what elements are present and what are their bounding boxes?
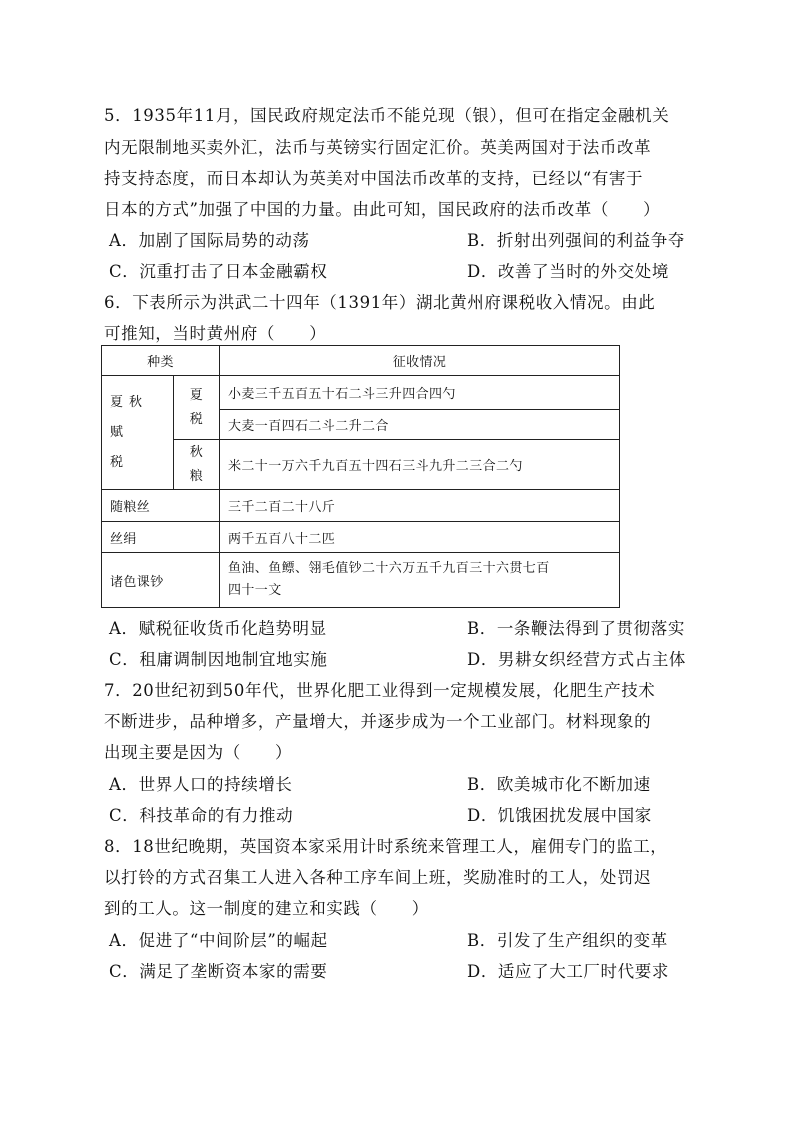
question-8-option-d[interactable]: D．适应了大工厂时代要求 [467, 962, 669, 981]
question-5-option-b[interactable]: B．折射出列强间的利益争夺 [467, 231, 685, 250]
misc-tax-value-line-1: 鱼油、鱼鳔、翎毛值钞二十六万五千九百三十六贯七百 [228, 561, 550, 576]
question-6-option-c[interactable]: C．租庸调制因地制宜地实施 [109, 650, 328, 669]
tax-revenue-table [101, 345, 620, 608]
table-row [102, 490, 620, 522]
question-7-option-b[interactable]: B．欧美城市化不断加速 [467, 775, 651, 794]
misc-tax-value [220, 553, 620, 608]
question-8-stem-line-3: 到的工人。这一制度的建立和实践（ ） [104, 899, 429, 918]
table-row [102, 522, 620, 553]
misc-tax-label: 诸色课钞 [102, 553, 220, 608]
silk-fabric-value: 两千五百八十二匹 [220, 522, 620, 553]
question-6-stem-line-2: 可推知，当时黄州府（ ） [104, 324, 327, 343]
autumn-grain-label [174, 440, 220, 490]
question-6-option-a[interactable]: A．赋税征收货币化趋势明显 [109, 619, 327, 638]
question-7-option-a[interactable]: A．世界人口的持续增长 [109, 775, 293, 794]
header-collection-status: 征收情况 [220, 346, 620, 376]
question-6-option-b[interactable]: B．一条鞭法得到了贯彻落实 [467, 619, 685, 638]
question-5-stem-line-2: 内无限制地买卖外汇，法币与英镑实行固定汇价。英美两国对于法币改革 [104, 138, 652, 157]
question-5-option-a[interactable]: A．加剧了国际局势的动荡 [109, 231, 310, 250]
question-5-option-d[interactable]: D．改善了当时的外交处境 [467, 262, 669, 281]
table-header-row [102, 346, 620, 376]
rice-value: 米二十一万六千九百五十四石三斗九升二三合二勺 [220, 440, 620, 490]
silk-value: 三千二百二十八斤 [220, 490, 620, 522]
silk-label: 随粮丝 [102, 490, 220, 522]
question-8-option-b[interactable]: B．引发了生产组织的变革 [467, 931, 668, 950]
summer-autumn-tax-label-line-1: 夏秋赋 [110, 394, 149, 440]
question-8-option-a[interactable]: A．促进了“中间阶层”的崛起 [109, 931, 328, 950]
question-5-stem-line-4: 日本的方式”加强了中国的力量。由此可知，国民政府的法币改革（ ） [104, 200, 661, 219]
question-5-stem-line-1: 5．1935年11月，国民政府规定法币不能兑现（银），但可在指定金融机关 [104, 106, 670, 125]
summer-tax-label-char-1: 夏 [189, 387, 204, 403]
summer-autumn-tax-label-line-2: 税 [110, 454, 124, 470]
barley-value: 大麦一百四石二斗二升二合 [220, 410, 620, 440]
question-5-stem-line-3: 持支持态度，而日本却认为英美对中国法币改革的支持，已经以“有害于 [104, 169, 644, 188]
autumn-grain-label-char-2: 粮 [189, 468, 204, 484]
question-7-option-d[interactable]: D．饥饿困扰发展中国家 [467, 806, 652, 825]
question-7-option-c[interactable]: C．科技革命的有力推动 [109, 806, 294, 825]
silk-fabric-label: 丝绢 [102, 522, 220, 553]
question-8-option-c[interactable]: C．满足了垄断资本家的需要 [109, 962, 328, 981]
table-row [102, 440, 620, 490]
table-row [102, 553, 620, 608]
wheat-value: 小麦三千五百五十石二斗三升四合四勺 [220, 376, 620, 410]
question-7-stem-line-2: 不断进步，品种增多，产量增大，并逐步成为一个工业部门。材料现象的 [104, 712, 652, 731]
summer-autumn-tax-label [102, 376, 174, 490]
summer-tax-label [174, 376, 220, 440]
autumn-grain-label-char-1: 秋 [189, 444, 204, 460]
question-6-stem-line-1: 6．下表所示为洪武二十四年（1391年）湖北黄州府课税收入情况。由此 [104, 293, 656, 312]
summer-tax-label-char-2: 税 [189, 411, 204, 427]
table-row [102, 376, 620, 410]
question-8-stem-line-2: 以打铃的方式召集工人进入各种工序车间上班，奖励准时的工人，处罚迟 [104, 868, 652, 887]
question-7-stem-line-1: 7．20世纪初到50年代，世界化肥工业得到一定规模发展，化肥生产技术 [104, 681, 656, 700]
question-8-stem-line-1: 8．18世纪晚期，英国资本家采用计时系统来管理工人，雇佣专门的监工， [104, 837, 668, 856]
question-5-option-c[interactable]: C．沉重打击了日本金融霸权 [109, 262, 328, 281]
question-7-stem-line-3: 出现主要是因为（ ） [104, 743, 293, 762]
question-6-option-d[interactable]: D．男耕女织经营方式占主体 [467, 650, 687, 669]
misc-tax-value-line-2: 四十一文 [228, 583, 282, 598]
header-kind: 种类 [102, 346, 220, 376]
